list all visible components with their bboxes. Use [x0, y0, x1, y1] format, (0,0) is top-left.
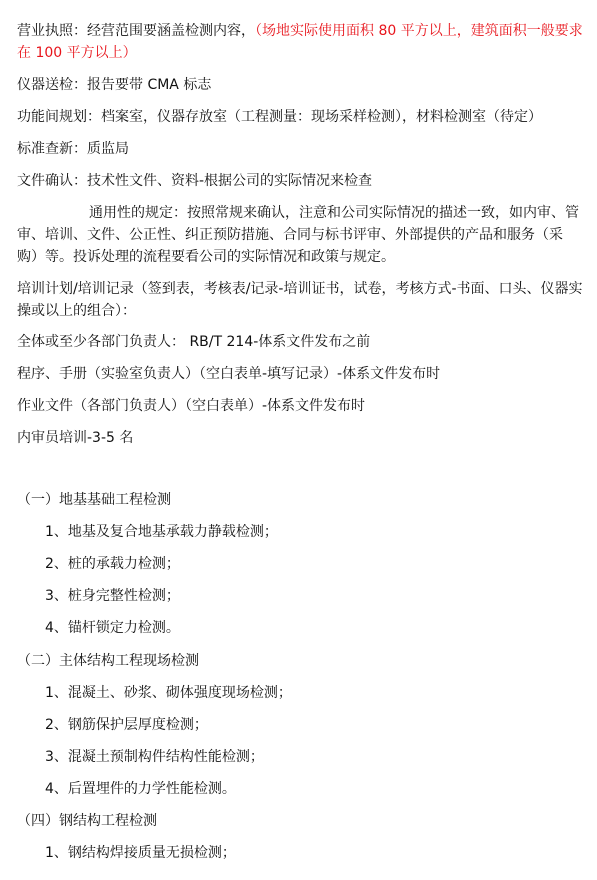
list-item: 1、钢结构焊接质量无损检测；	[45, 845, 236, 861]
instrument-calibration-line: 仪器送检：报告要带 CMA 标志	[17, 77, 212, 93]
list-item: 4、后置埋件的力学性能检测。	[45, 781, 236, 797]
section-heading: （一）地基基础工程检测	[17, 492, 171, 508]
all-staff-line: 全体或至少各部门负责人： RB/T 214-体系文件发布之前	[17, 334, 371, 350]
list-item: 1、混凝土、砂浆、砌体强度现场检测；	[45, 685, 292, 701]
business-license-text: 经营范围要涵盖检测内容，	[87, 23, 255, 39]
general-rules-paragraph: 通用性的规定：按照常规来确认，注意和公司实际情况的描述一致，如内审、管审、培训、文件、公正性、纠正预防措施、合同与标书评审、外部提供的产品和服务（采购）等。投诉处理的流程要看公司的实际情况和政策与规定。	[17, 205, 579, 265]
site-area-requirement: （场地实际使用面积 80 平方以上，建筑面积一般要求在 100 平方以上）	[17, 23, 583, 61]
room-planning-line: 功能间规划：档案室，仪器存放室（工程测量：现场采样检测），材料检测室（待定）	[17, 109, 542, 125]
document-confirm-line: 文件确认：技术性文件、资料-根据公司的实际情况来检查	[17, 173, 373, 189]
list-item: 3、桩身完整性检测；	[45, 588, 180, 604]
list-item: 4、锚杆锁定力检测。	[45, 620, 180, 636]
business-license-label: 营业执照：	[17, 23, 87, 39]
training-plan-paragraph: 培训计划/培训记录（签到表，考核表/记录-培训证书，试卷，考核方式-书面、口头、仪器实操或以上的组合）：	[17, 281, 583, 319]
procedures-line: 程序、手册（实验室负责人）（空白表单-填写记录）-体系文件发布时	[17, 366, 441, 382]
standards-check-line: 标准查新：质监局	[17, 141, 129, 157]
list-item: 2、钢筋保护层厚度检测；	[45, 717, 208, 733]
section-heading: （四）钢结构工程检测	[17, 813, 157, 829]
list-item: 3、混凝土预制构件结构性能检测；	[45, 749, 264, 765]
section-heading: （二）主体结构工程现场检测	[17, 653, 199, 669]
list-item: 1、地基及复合地基承载力静载检测；	[45, 524, 278, 540]
work-documents-line: 作业文件（各部门负责人）（空白表单）-体系文件发布时	[17, 398, 366, 414]
internal-auditor-line: 内审员培训-3-5 名	[17, 430, 134, 446]
business-license-paragraph	[17, 20, 583, 64]
list-item: 2、桩的承载力检测；	[45, 556, 180, 572]
